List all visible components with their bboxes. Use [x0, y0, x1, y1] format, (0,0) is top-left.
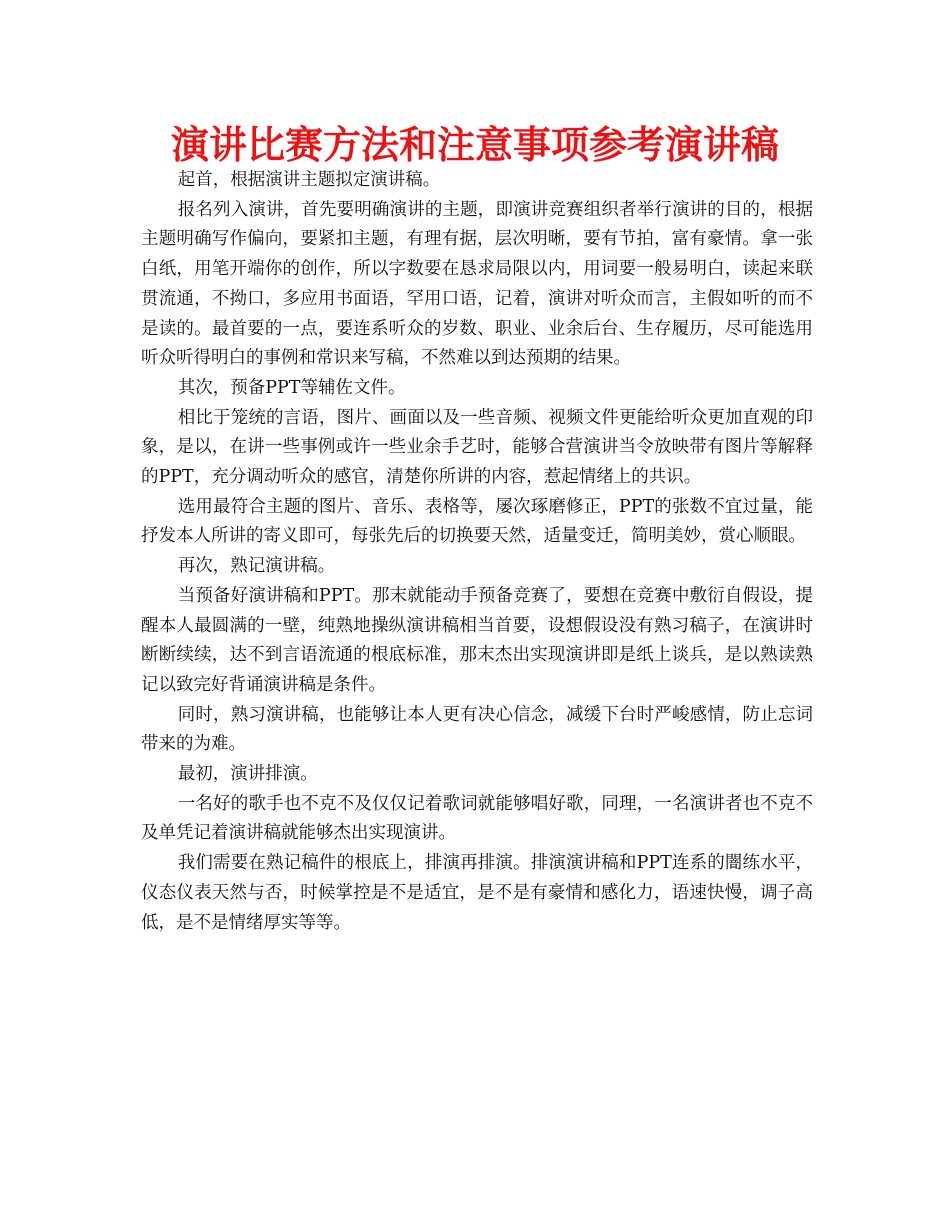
document-title: 演讲比赛方法和注意事项参考演讲稿	[170, 123, 779, 167]
paragraph: 最初，演讲排演。	[177, 764, 318, 785]
paragraph: 其次，预备PPT等辅佐文件。	[177, 377, 406, 398]
document-body	[141, 166, 813, 938]
paragraph: 我们需要在熟记稿件的根底上，排演再排演。排演演讲稿和PPT连系的闇练水平，仪态仪表天然与否，时候掌控是不是适宜，是不是有豪情和感化力，语速快慢，调子高低，是不是情绪厚实等等。	[141, 853, 813, 933]
paragraph: 再次，熟记演讲稿。	[177, 556, 336, 577]
paragraph: 一名好的歌手也不克不及仅仅记着歌词就能够唱好歌，同理，一名演讲者也不克不及单凭记着演讲稿就能够杰出实现演讲。	[141, 793, 813, 844]
paragraph: 报名列入演讲，首先要明确演讲的主题，即演讲竞赛组织者举行演讲的目的，根据主题明确写作偏向，要紧扣主题，有理有据，层次明晰，要有节拍，富有豪情。拿一张白纸，用笔开端你的创作，所以字数要在恳求局限以内，用词要一般易明白，读起来联贯流通，不拗口，多应用书面语，罕用口语，记着，演讲对听众而言，主假如听的而不是读的。最首要的一点，要连系听众的岁数、职业、业余后台、生存履历，尽可能选用听众听得明白的事例和常识来写稿，不然难以到达预期的结果。	[141, 199, 813, 369]
paragraph: 相比于笼统的言语，图片、画面以及一些音频、视频文件更能给听众更加直观的印象，是以，在讲一些事例或许一些业余手艺时，能够合营演讲当令放映带有图片等解释的PPT，充分调动听众的感官，清楚你所讲的内容，惹起情绪上的共识。	[141, 407, 813, 488]
paragraph: 同时，熟习演讲稿，也能够让本人更有决心信念，减缓下台时严峻感情，防止忘词带来的为难。	[141, 704, 813, 755]
paragraph: 当预备好演讲稿和PPT。那末就能动手预备竞赛了，要想在竞赛中敷衍自假设，提醒本人最圆满的一壁，纯熟地操纵演讲稿相当首要，设想假设没有熟习稿子，在演讲时断断续续，达不到言语流通的根底标准，那末杰出实现演讲即是纸上谈兵，是以熟读熟记以致完好背诵演讲稿是条件。	[141, 585, 813, 695]
paragraph: 选用最符合主题的图片、音乐、表格等，屡次琢磨修正，PPT的张数不宜过量，能抒发本人所讲的寄义即可，每张先后的切换要天然，适量变迁，简明美妙，赏心顺眼。	[141, 496, 813, 547]
paragraph: 起首，根据演讲主题拟定演讲稿。	[177, 170, 441, 190]
